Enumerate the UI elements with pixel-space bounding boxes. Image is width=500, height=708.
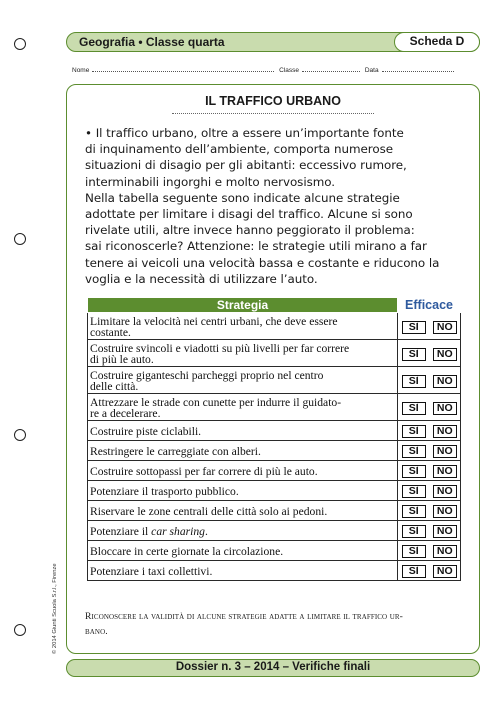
objective-text (85, 609, 463, 639)
no-checkbox[interactable]: NO (433, 425, 457, 438)
yes-cell (398, 394, 430, 421)
table-row (88, 561, 461, 581)
yes-cell (398, 441, 430, 461)
strategy-text-part: . (204, 524, 208, 538)
yes-checkbox[interactable]: SÌ (402, 505, 426, 518)
yes-checkbox[interactable]: SÌ (402, 485, 426, 498)
objective-line: Riconoscere la validità di alcune strategie adatte a limitare il traffico ur- (85, 611, 403, 622)
intro-line: tenere ai veicoli una velocità bassa e costante e riducono la (85, 255, 440, 270)
no-checkbox[interactable]: NO (433, 545, 457, 558)
intro-line: Nella tabella seguente sono indicate alcune strategie (85, 190, 400, 205)
yes-cell (398, 501, 430, 521)
strategy-text: Restringere le carreggiate con alberi. (90, 444, 261, 458)
yes-checkbox[interactable]: SÌ (402, 565, 426, 578)
strategy-italic-term: car sharing (151, 524, 205, 538)
yes-checkbox[interactable]: SÌ (402, 425, 426, 438)
no-checkbox[interactable]: NO (433, 465, 457, 478)
table-row (88, 501, 461, 521)
yes-checkbox[interactable]: SÌ (402, 402, 426, 415)
punch-hole-1 (14, 38, 26, 50)
table-row (88, 394, 461, 421)
no-checkbox[interactable]: NO (433, 485, 457, 498)
worksheet-box (66, 84, 480, 654)
strategy-text-continued: di più le auto. (90, 352, 154, 366)
table-row (88, 441, 461, 461)
header-bar (66, 32, 480, 52)
intro-line: rivelate utili, altre invece hanno peggiorato il problema: (85, 223, 415, 238)
no-cell (430, 367, 461, 394)
name-label: Nome (72, 67, 90, 74)
no-cell (430, 561, 461, 581)
yes-cell (398, 313, 430, 340)
no-checkbox[interactable]: NO (433, 445, 457, 458)
strategy-table (87, 297, 461, 581)
intro-line: di inquinamento dell’ambiente, comporta numerose (85, 142, 394, 157)
yes-cell (398, 541, 430, 561)
strategy-text: Potenziare i taxi collettivi. (90, 564, 213, 578)
objective-line: bano. (85, 626, 108, 637)
no-checkbox[interactable]: NO (433, 525, 457, 538)
intro-line: adottate per limitare i disagi del traffico. Alcune si sono (85, 207, 413, 222)
class-field[interactable] (302, 66, 360, 72)
punch-hole-2 (14, 233, 26, 245)
yes-cell (398, 561, 430, 581)
table-row (88, 481, 461, 501)
no-checkbox[interactable]: NO (433, 375, 457, 388)
strategy-text-continued: costante. (90, 325, 131, 339)
strategy-cell (88, 541, 398, 561)
strategy-cell (88, 367, 398, 394)
class-label: Classe (279, 67, 300, 74)
date-field[interactable] (382, 66, 454, 72)
copyright: © 2014 Giunti Scuola S.r.l., Firenze (52, 563, 58, 654)
yes-checkbox[interactable]: SÌ (402, 445, 426, 458)
date-label: Data (364, 67, 379, 74)
yes-cell (398, 421, 430, 441)
yes-checkbox[interactable]: SÌ (402, 545, 426, 558)
sheet-tag: Scheda D (394, 32, 480, 52)
title-underline (172, 113, 374, 114)
yes-checkbox[interactable]: SÌ (402, 465, 426, 478)
footer-bar: Dossier n. 3 – 2014 – Verifiche finali (66, 659, 480, 677)
strategy-text: Limitare la velocità nei centri urbani, che deve essere (90, 314, 338, 328)
table-row (88, 541, 461, 561)
intro-line: interminabili ingorghi e molto nervosismo. (85, 174, 336, 189)
strategy-cell (88, 461, 398, 481)
yes-checkbox[interactable]: SÌ (402, 348, 426, 361)
no-cell (430, 394, 461, 421)
page-title: IL TRAFFICO URBANO (205, 94, 341, 108)
strategy-text-continued: re a decelerare. (90, 406, 161, 420)
strategy-cell (88, 441, 398, 461)
no-checkbox[interactable]: NO (433, 321, 457, 334)
no-cell (430, 521, 461, 541)
name-field[interactable] (92, 66, 274, 72)
strategy-text-part: Potenziare il (90, 524, 152, 538)
no-checkbox[interactable]: NO (433, 565, 457, 578)
table-row (88, 421, 461, 441)
no-cell (430, 461, 461, 481)
yes-cell (398, 521, 430, 541)
no-cell (430, 481, 461, 501)
table-row (88, 367, 461, 394)
strategy-text: Costruire giganteschi parcheggi proprio nel centro (90, 368, 324, 382)
strategy-cell (88, 313, 398, 340)
table-row (88, 313, 461, 340)
yes-cell (398, 367, 430, 394)
strategy-text-continued: delle città. (90, 379, 139, 393)
strategy-text: Potenziare il trasporto pubblico. (90, 484, 239, 498)
yes-checkbox[interactable]: SÌ (402, 321, 426, 334)
strategy-text: Attrezzare le strade con cunette per indurre il guidato- (90, 395, 342, 409)
yes-cell (398, 340, 430, 367)
strategy-cell (88, 521, 398, 541)
no-cell (430, 313, 461, 340)
intro-line: sai riconoscerle? Attenzione: le strategie utili mirano a far (85, 239, 427, 254)
no-cell (430, 501, 461, 521)
effective-header: Efficace (398, 298, 461, 313)
no-checkbox[interactable]: NO (433, 402, 457, 415)
strategy-cell (88, 561, 398, 581)
strategy-text: Riservare le zone centrali delle città solo ai pedoni. (90, 504, 328, 518)
intro-line: • Il traffico urbano, oltre a essere un’importante fonte (85, 126, 404, 140)
yes-cell (398, 461, 430, 481)
table-row (88, 521, 461, 541)
punch-hole-3 (14, 429, 26, 441)
no-cell (430, 441, 461, 461)
subject-label: Geografia • Classe quarta (79, 35, 225, 49)
student-fields (72, 66, 462, 74)
no-cell (430, 541, 461, 561)
intro-line: situazioni di disagio per gli abitanti: eccessivo rumore, (85, 158, 407, 173)
strategy-header: Strategia (88, 298, 398, 313)
punch-hole-4 (14, 624, 26, 636)
no-cell (430, 340, 461, 367)
table-row (88, 340, 461, 367)
strategy-text: Costruire svincoli e viadotti su più livelli per far correre (90, 341, 350, 355)
no-cell (430, 421, 461, 441)
strategy-text (90, 526, 395, 537)
table-row (88, 461, 461, 481)
strategy-text: Bloccare in certe giornate la circolazione. (90, 544, 284, 558)
yes-cell (398, 481, 430, 501)
strategy-cell (88, 340, 398, 367)
yes-checkbox[interactable]: SÌ (402, 375, 426, 388)
intro-text (85, 125, 463, 287)
no-checkbox[interactable]: NO (433, 348, 457, 361)
strategy-cell (88, 421, 398, 441)
strategy-cell (88, 501, 398, 521)
strategy-cell (88, 394, 398, 421)
strategy-text: Costruire sottopassi per far correre di più le auto. (90, 464, 318, 478)
intro-line: voglia e la necessità di utilizzare l’auto. (85, 271, 318, 286)
no-checkbox[interactable]: NO (433, 505, 457, 518)
strategy-text: Costruire piste ciclabili. (90, 424, 202, 438)
yes-checkbox[interactable]: SÌ (402, 525, 426, 538)
strategy-cell (88, 481, 398, 501)
